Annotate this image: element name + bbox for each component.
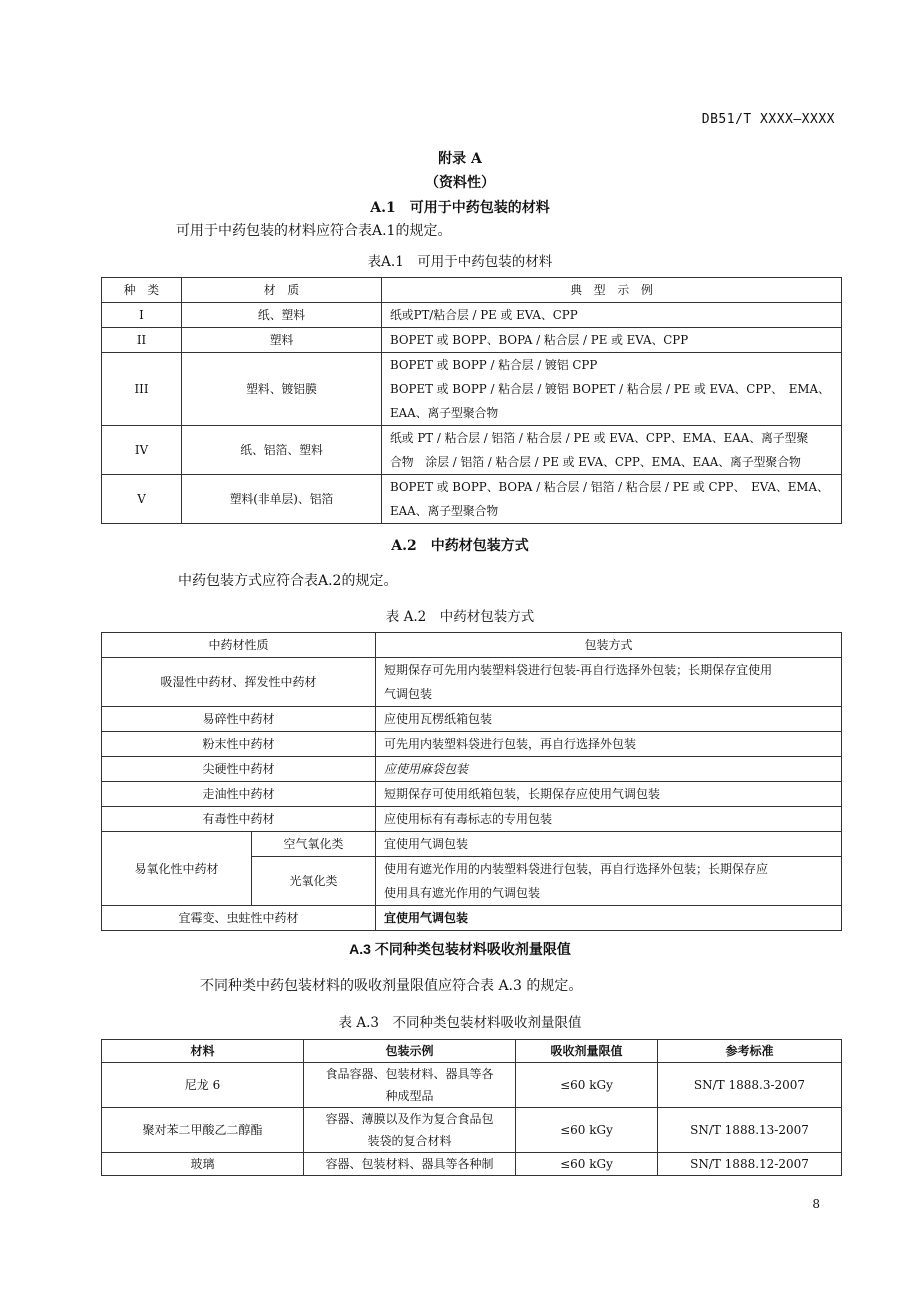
method-cell: 短期保存可使用纸箱包装，长期保存应使用气调包装 [376,782,842,807]
table-a3 [101,1039,842,1176]
kind-cell: II [102,328,182,353]
kind-cell: IV [102,426,182,475]
table-row [102,906,842,931]
table-row [102,1063,842,1108]
table-row [102,303,842,328]
table-row [102,707,842,732]
table-header-row [102,633,842,658]
table-row [102,807,842,832]
example-cell: 容器、薄膜以及作为复合食品包 装袋的复合材料 [304,1108,516,1153]
subtype-cell: 空气氧化类 [252,832,376,857]
example-cell: 容器、包装材料、器具等各种制 [304,1153,516,1176]
nature-cell: 易氧化性中药材 [102,832,252,906]
method-cell: 应使用标有有毒标志的专用包装 [376,807,842,832]
method-cell: 应使用瓦楞纸箱包装 [376,707,842,732]
limit-cell: ≤60 kGy [516,1153,658,1176]
section-a2-heading: A.2 中药材包装方式 [391,538,529,554]
material-cell: 塑料(非单层)、铝箔 [182,475,382,524]
examples-cell: BOPET 或 BOPP / 粘合层 / 镀铝 CPP BOPET 或 BOPP / 粘合层 / 镀铝 BOPET / 粘合层 / PE 或 EVA、CPP、 EMA、 EAA、离子型聚合物 [382,353,842,426]
subtype-cell: 光氧化类 [252,857,376,906]
header-cell: 种 类 [102,278,182,303]
method-cell: 宜使用气调包装 [376,906,842,931]
header-cell: 材料 [102,1040,304,1063]
example-cell: 食品容器、包装材料、器具等各 种成型品 [304,1063,516,1108]
kind-cell: III [102,353,182,426]
nature-cell: 粉末性中药材 [102,732,376,757]
nature-cell: 吸湿性中药材、挥发性中药材 [102,658,376,707]
table-a2-caption: 表 A.2 中药材包装方式 [385,609,535,625]
standard-cell: SN/T 1888.12-2007 [658,1153,842,1176]
material-cell: 玻璃 [102,1153,304,1176]
nature-cell: 走油性中药材 [102,782,376,807]
nature-cell: 尖硬性中药材 [102,757,376,782]
table-row [102,832,842,857]
method-cell: 使用有遮光作用的内装塑料袋进行包装，再自行选择外包装；长期保存应 使用具有遮光作用的气调包装 [376,857,842,906]
limit-cell: ≤60 kGy [516,1108,658,1153]
header-cell: 参考标准 [658,1040,842,1063]
nature-cell: 易碎性中药材 [102,707,376,732]
table-row [102,328,842,353]
table-row [102,732,842,757]
header-cell: 包装示例 [304,1040,516,1063]
header-cell: 中药材性质 [102,633,376,658]
appendix-subtitle: （资料性） [425,175,495,191]
table-a3-caption: 表 A.3 不同种类包装材料吸收剂量限值 [338,1015,582,1031]
table-row [102,782,842,807]
table-a1 [101,277,842,524]
material-cell: 塑料、镀铝膜 [182,353,382,426]
limit-cell: ≤60 kGy [516,1063,658,1108]
table-row [102,475,842,524]
table-row [102,658,842,707]
table-header-row [102,278,842,303]
material-cell: 塑料 [182,328,382,353]
table-a1-caption: 表A.1 可用于中药包装的材料 [367,254,553,270]
table-a2 [101,632,842,931]
standard-cell: SN/T 1888.13-2007 [658,1108,842,1153]
table-row [102,757,842,782]
examples-cell: BOPET 或 BOPP、BOPA / 粘合层 / 铝箔 / 粘合层 / PE 或 CPP、 EVA、EMA、 EAA、离子型聚合物 [382,475,842,524]
material-cell: 纸、铝箔、塑料 [182,426,382,475]
method-cell: 宜使用气调包装 [376,832,842,857]
table-row [102,353,842,426]
header-cell: 包装方式 [376,633,842,658]
table-row [102,426,842,475]
header-cell: 吸收剂量限值 [516,1040,658,1063]
method-cell: 短期保存可先用内装塑料袋进行包装-再自行选择外包装；长期保存宜使用 气调包装 [376,658,842,707]
header-cell: 典 型 示 例 [382,278,842,303]
kind-cell: I [102,303,182,328]
standard-cell: SN/T 1888.3-2007 [658,1063,842,1108]
examples-cell: BOPET 或 BOPP、BOPA / 粘合层 / PE 或 EVA、CPP [382,328,842,353]
appendix-title: 附录 A [438,151,482,167]
document-code: DB51/T XXXX—XXXX [701,112,835,127]
kind-cell: V [102,475,182,524]
nature-cell: 宜霉变、虫蛀性中药材 [102,906,376,931]
material-cell: 纸、塑料 [182,303,382,328]
method-cell: 可先用内装塑料袋进行包装，再自行选择外包装 [376,732,842,757]
examples-cell: 纸或 PT / 粘合层 / 铝箔 / 粘合层 / PE 或 EVA、CPP、EMA、EAA、离子型聚 合物 涂层 / 铝箔 / 粘合层 / PE 或 EVA、CPP、EMA、EAA、离子型聚合物 [382,426,842,475]
section-a1-paragraph: 可用于中药包装的材料应符合表A.1的规定。 [176,223,452,239]
table-row [102,1108,842,1153]
table-row [102,1153,842,1176]
method-cell: 应使用麻袋包装 [376,757,842,782]
nature-cell: 有毒性中药材 [102,807,376,832]
section-a1-heading: A.1 可用于中药包装的材料 [370,200,550,216]
section-a2-paragraph: 中药包装方式应符合表A.2的规定。 [178,573,398,589]
header-cell: 材 质 [182,278,382,303]
examples-cell: 纸或PT/粘合层 / PE 或 EVA、CPP [382,303,842,328]
material-cell: 尼龙 6 [102,1063,304,1108]
material-cell: 聚对苯二甲酸乙二醇酯 [102,1108,304,1153]
section-a3-paragraph: 不同种类中药包装材料的吸收剂量限值应符合表 A.3 的规定。 [200,978,583,994]
table-header-row [102,1040,842,1063]
section-a3-heading: A.3 不同种类包装材料吸收剂量限值 [349,941,571,957]
page-number: 8 [812,1197,820,1211]
